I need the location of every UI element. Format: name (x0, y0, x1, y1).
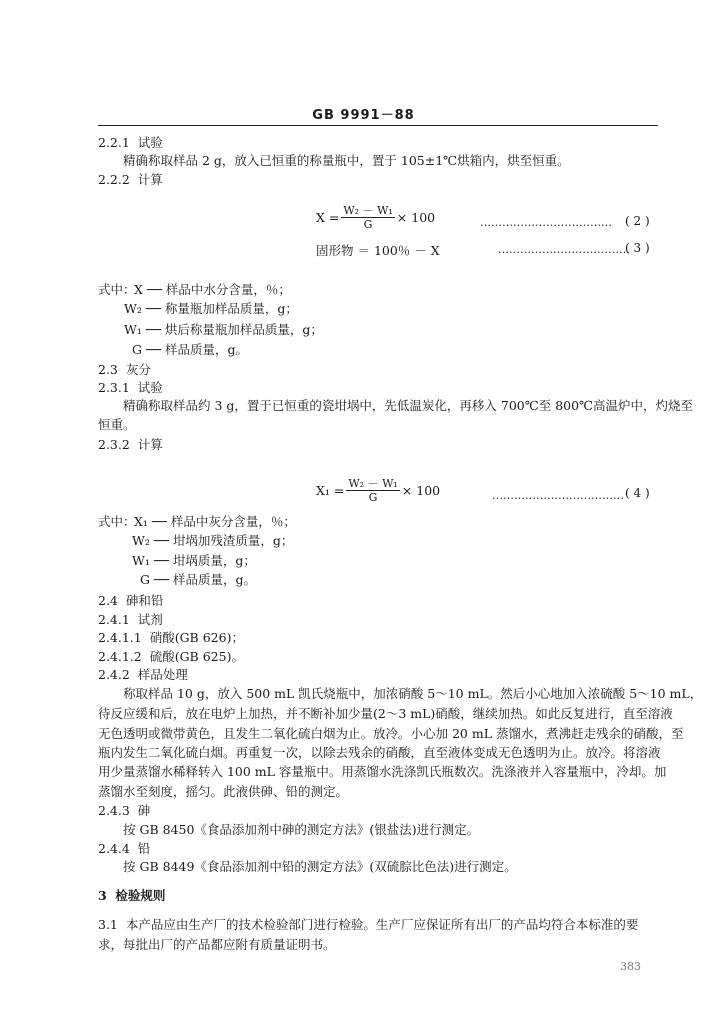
section-text: 硫酸(GB 625)。 (149, 649, 244, 664)
section-number: 2.4 (98, 593, 118, 608)
section-number: 2.3.2 (98, 437, 130, 452)
where-lead: 式中： (98, 282, 136, 297)
section-number: 2.4.1.1 (98, 630, 142, 645)
numerator: W₂ － W₁ (343, 204, 393, 217)
equation-rhs: × 100 (401, 483, 441, 498)
section-2-4-1-2 (98, 649, 244, 665)
section-2-2-1-text: 精确称取样品 2 g，放入已恒重的称量瓶中，置于 105±1℃烘箱内，烘至恒重。 (123, 153, 570, 168)
where-line: G ── 样品质量，g。 (140, 572, 256, 587)
section-title: 检验规则 (115, 888, 166, 903)
equation-number: ( 2 ) (625, 214, 650, 228)
section-2-4-3-text: 按 GB 8450《食品添加剂中砷的测定方法》(银盐法)进行测定。 (123, 822, 480, 837)
section-text: 硝酸(GB 626)； (149, 630, 244, 645)
page-number: 383 (620, 960, 641, 973)
equation-3: 固形物 ＝ 100％ － X (316, 243, 440, 258)
section-2-3-1-heading (98, 380, 163, 396)
where-line: X ── 样品中水分含量，％； (134, 282, 291, 297)
header-rule (98, 125, 658, 126)
paragraph-line: 待反应缓和后，放在电炉上加热，并不断补加少量(2～3 mL)硝酸，继续加热。如此反复进行，直至溶液 (98, 706, 673, 721)
where-line: X₁ ── 样品中灰分含量，％； (134, 514, 296, 529)
section-2-4-1-heading (98, 612, 163, 628)
section-2-3-1-text: 精确称取样品约 3 g，置于已恒重的瓷坩埚中，先低温炭化，再移入 700℃至 800℃高温炉中，灼烧至 (123, 398, 694, 413)
section-2-2-1-heading (98, 135, 163, 151)
paragraph-line: 用少量蒸馏水稀释转入 100 mL 容量瓶中。用蒸馏水洗涤凯氏瓶数次。洗涤液并入容量瓶中，冷却。加 (98, 764, 667, 779)
section-2-4-4-heading (98, 841, 150, 857)
section-2-2-2-heading (98, 172, 163, 188)
section-title: 样品处理 (137, 667, 188, 682)
paragraph-line: 无色透明或微带黄色，且发生二氧化硫白烟为止。放冷。小心加 20 mL 蒸馏水，煮沸赶走残余的硝酸，至 (98, 726, 684, 741)
section-number: 3 (98, 888, 107, 903)
paragraph-line: 称取样品 10 g，放入 500 mL 凯氏烧瓶中，加浓硝酸 5～10 mL。然后小心地加入浓硫酸 5～10 mL， (123, 686, 703, 701)
section-2-4-2-heading (98, 667, 188, 683)
fraction (341, 204, 394, 231)
section-3-1-text-cont: 求，每批出厂的产品都应附有质量证明书。 (98, 937, 336, 952)
section-number: 2.3.1 (98, 380, 130, 395)
page-header: GB 9991－88 (312, 108, 415, 123)
equation-4 (316, 477, 440, 504)
section-title: 计算 (137, 437, 163, 452)
section-2-3-heading (98, 362, 151, 378)
section-number: 3.1 (98, 917, 118, 932)
paragraph-line: 瓶内发生二氧化硫白烟。再重复一次，以除去残余的硝酸，直至液体变成无色透明为止。放冷。将溶液 (98, 745, 661, 760)
section-title: 计算 (137, 172, 163, 187)
equation-leader-dots: ……………………………… (480, 216, 612, 229)
section-title: 试验 (137, 380, 163, 395)
section-number: 2.4.4 (98, 841, 130, 856)
section-2-4-heading (98, 593, 163, 609)
equation-number: ( 4 ) (625, 486, 650, 500)
paragraph-line: 蒸馏水至刻度，摇匀。此液供砷、铅的测定。 (98, 784, 349, 799)
section-title: 铅 (137, 841, 151, 856)
section-3-heading (98, 888, 165, 904)
fraction (346, 477, 399, 504)
section-number: 2.2.2 (98, 172, 130, 187)
where-line: W₁ ── 坩埚质量，g； (132, 553, 256, 568)
section-number: 2.4.1.2 (98, 649, 142, 664)
section-text: 本产品应由生产厂的技术检验部门进行检验。生产厂应保证所有出厂的产品均符合本标准的要 (125, 917, 639, 932)
section-number: 2.4.1 (98, 612, 130, 627)
equation-lhs: X₁ = (316, 483, 345, 498)
denominator: G (363, 218, 373, 231)
section-number: 2.3 (98, 362, 118, 377)
where-line: G ── 样品质量，g。 (132, 342, 248, 357)
equation-rhs: × 100 (396, 210, 436, 225)
section-title: 试剂 (137, 612, 163, 627)
denominator: G (368, 491, 378, 504)
where-line: W₂ ── 称量瓶加样品质量，g； (124, 301, 298, 316)
section-2-4-3-heading (98, 803, 150, 819)
section-2-3-2-heading (98, 437, 163, 453)
section-title: 灰分 (125, 362, 151, 377)
section-title: 砷 (137, 803, 151, 818)
section-title: 试验 (137, 135, 163, 150)
section-2-3-1-text: 恒重。 (98, 417, 136, 432)
equation-leader-dots: ……………………………… (498, 243, 630, 256)
equation-number: ( 3 ) (625, 241, 650, 255)
numerator: W₂ － W₁ (348, 477, 398, 490)
section-2-4-1-1 (98, 630, 244, 646)
section-number: 2.4.2 (98, 667, 130, 682)
equation-2 (316, 204, 435, 231)
section-number: 2.4.3 (98, 803, 130, 818)
section-2-4-4-text: 按 GB 8449《食品添加剂中铅的测定方法》(双硫腙比色法)进行测定。 (123, 859, 517, 874)
where-line: W₂ ── 坩埚加残渣质量，g； (132, 533, 294, 548)
equation-leader-dots: ……………………………… (492, 489, 624, 502)
section-title: 砷和铅 (125, 593, 164, 608)
where-line: W₁ ── 烘后称量瓶加样品质量，g； (124, 322, 323, 337)
where-lead: 式中： (98, 514, 136, 529)
section-number: 2.2.1 (98, 135, 130, 150)
equation-lhs: X = (316, 210, 340, 225)
section-3-1 (98, 917, 638, 933)
